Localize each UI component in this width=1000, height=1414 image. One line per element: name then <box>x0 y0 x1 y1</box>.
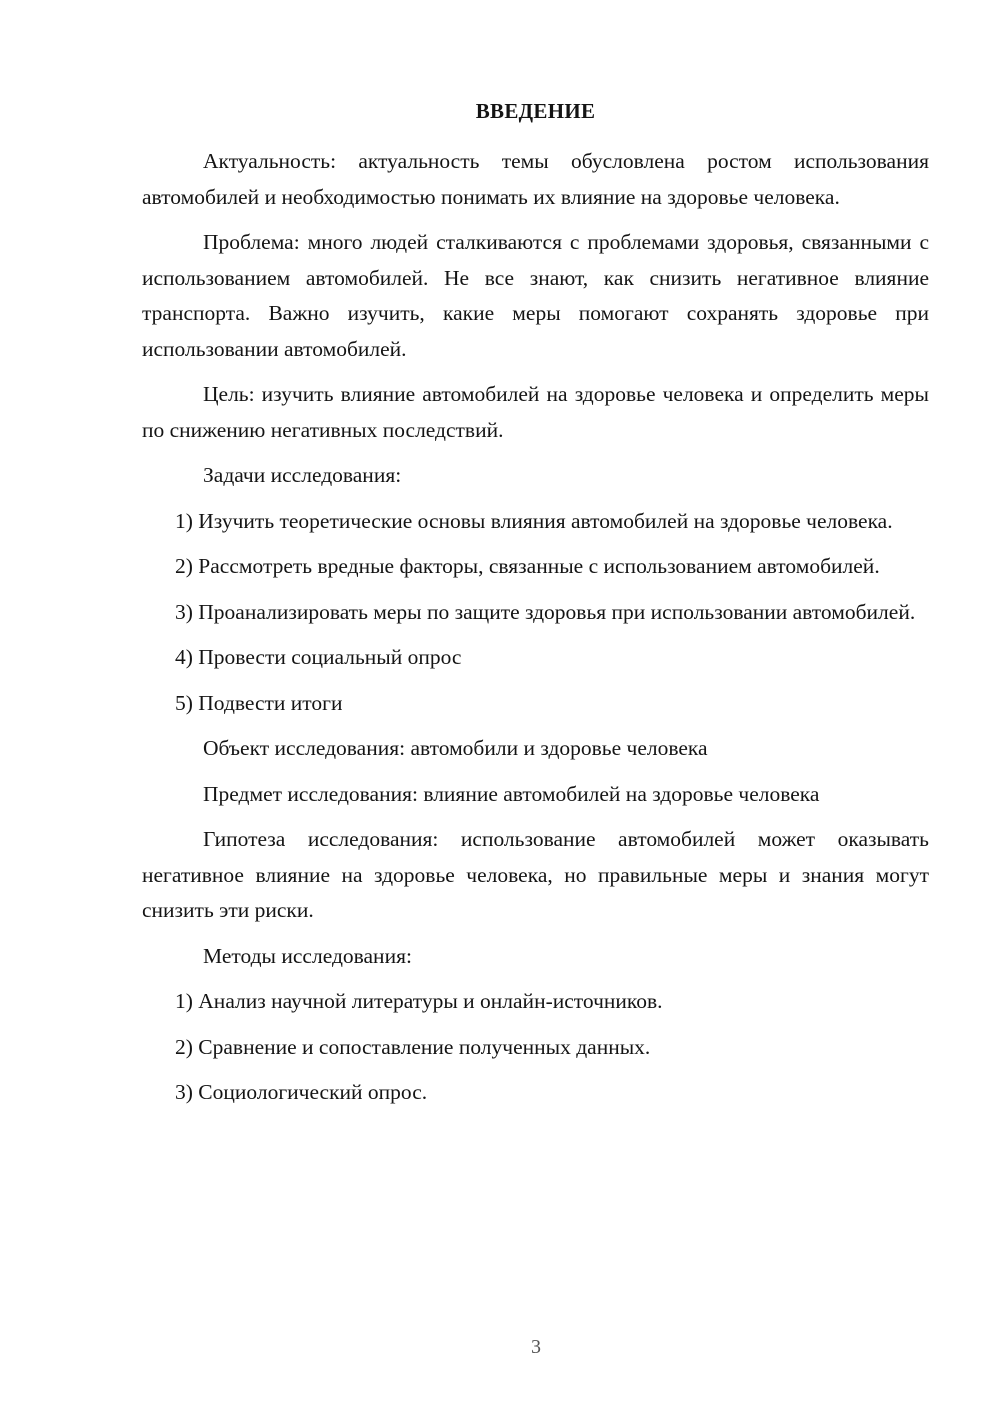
problem-paragraph: Проблема: много людей сталкиваются с проблемами здоровья, связанными с использованием автомобилей. Не все знают, как снизить негативное влияние транспорта. Важно изучить, какие меры помогают сохранять здоровье при использовании автомобилей. <box>142 230 929 361</box>
methods-title: Методы исследования: <box>203 943 412 968</box>
task-item: 4) Провести социальный опрос <box>175 645 462 669</box>
page-number: 3 <box>531 1336 541 1358</box>
document-page <box>142 98 929 1121</box>
subject-paragraph: Предмет исследования: влияние автомобилей на здоровье человека <box>203 781 820 806</box>
method-item: 1) Анализ научной литературы и онлайн-источников. <box>175 989 663 1013</box>
hypothesis-paragraph: Гипотеза исследования: использование автомобилей может оказывать негативное влияние на здоровье человека, но правильные меры и знания могут снизить эти риски. <box>142 827 929 922</box>
task-item: 5) Подвести итоги <box>175 690 343 715</box>
page-heading: ВВЕДЕНИЕ <box>475 99 596 123</box>
method-item: 2) Сравнение и сопоставление полученных данных. <box>175 1034 651 1059</box>
relevance-paragraph: Актуальность: актуальность темы обусловлена ростом использования автомобилей и необходимостью понимать их влияние на здоровье человека. <box>142 149 929 209</box>
goal-paragraph: Цель: изучить влияние автомобилей на здоровье человека и определить меры по снижению негативных последствий. <box>142 382 929 442</box>
task-item: 2) Рассмотреть вредные факторы, связанные с использованием автомобилей. <box>175 554 880 578</box>
tasks-title: Задачи исследования: <box>203 463 402 487</box>
object-paragraph: Объект исследования: автомобили и здоровье человека <box>203 736 708 760</box>
task-item: 1) Изучить теоретические основы влияния автомобилей на здоровье человека. <box>175 508 893 533</box>
method-item: 3) Социологический опрос. <box>175 1080 428 1104</box>
task-item: 3) Проанализировать меры по защите здоровья при использовании автомобилей. <box>175 599 916 624</box>
